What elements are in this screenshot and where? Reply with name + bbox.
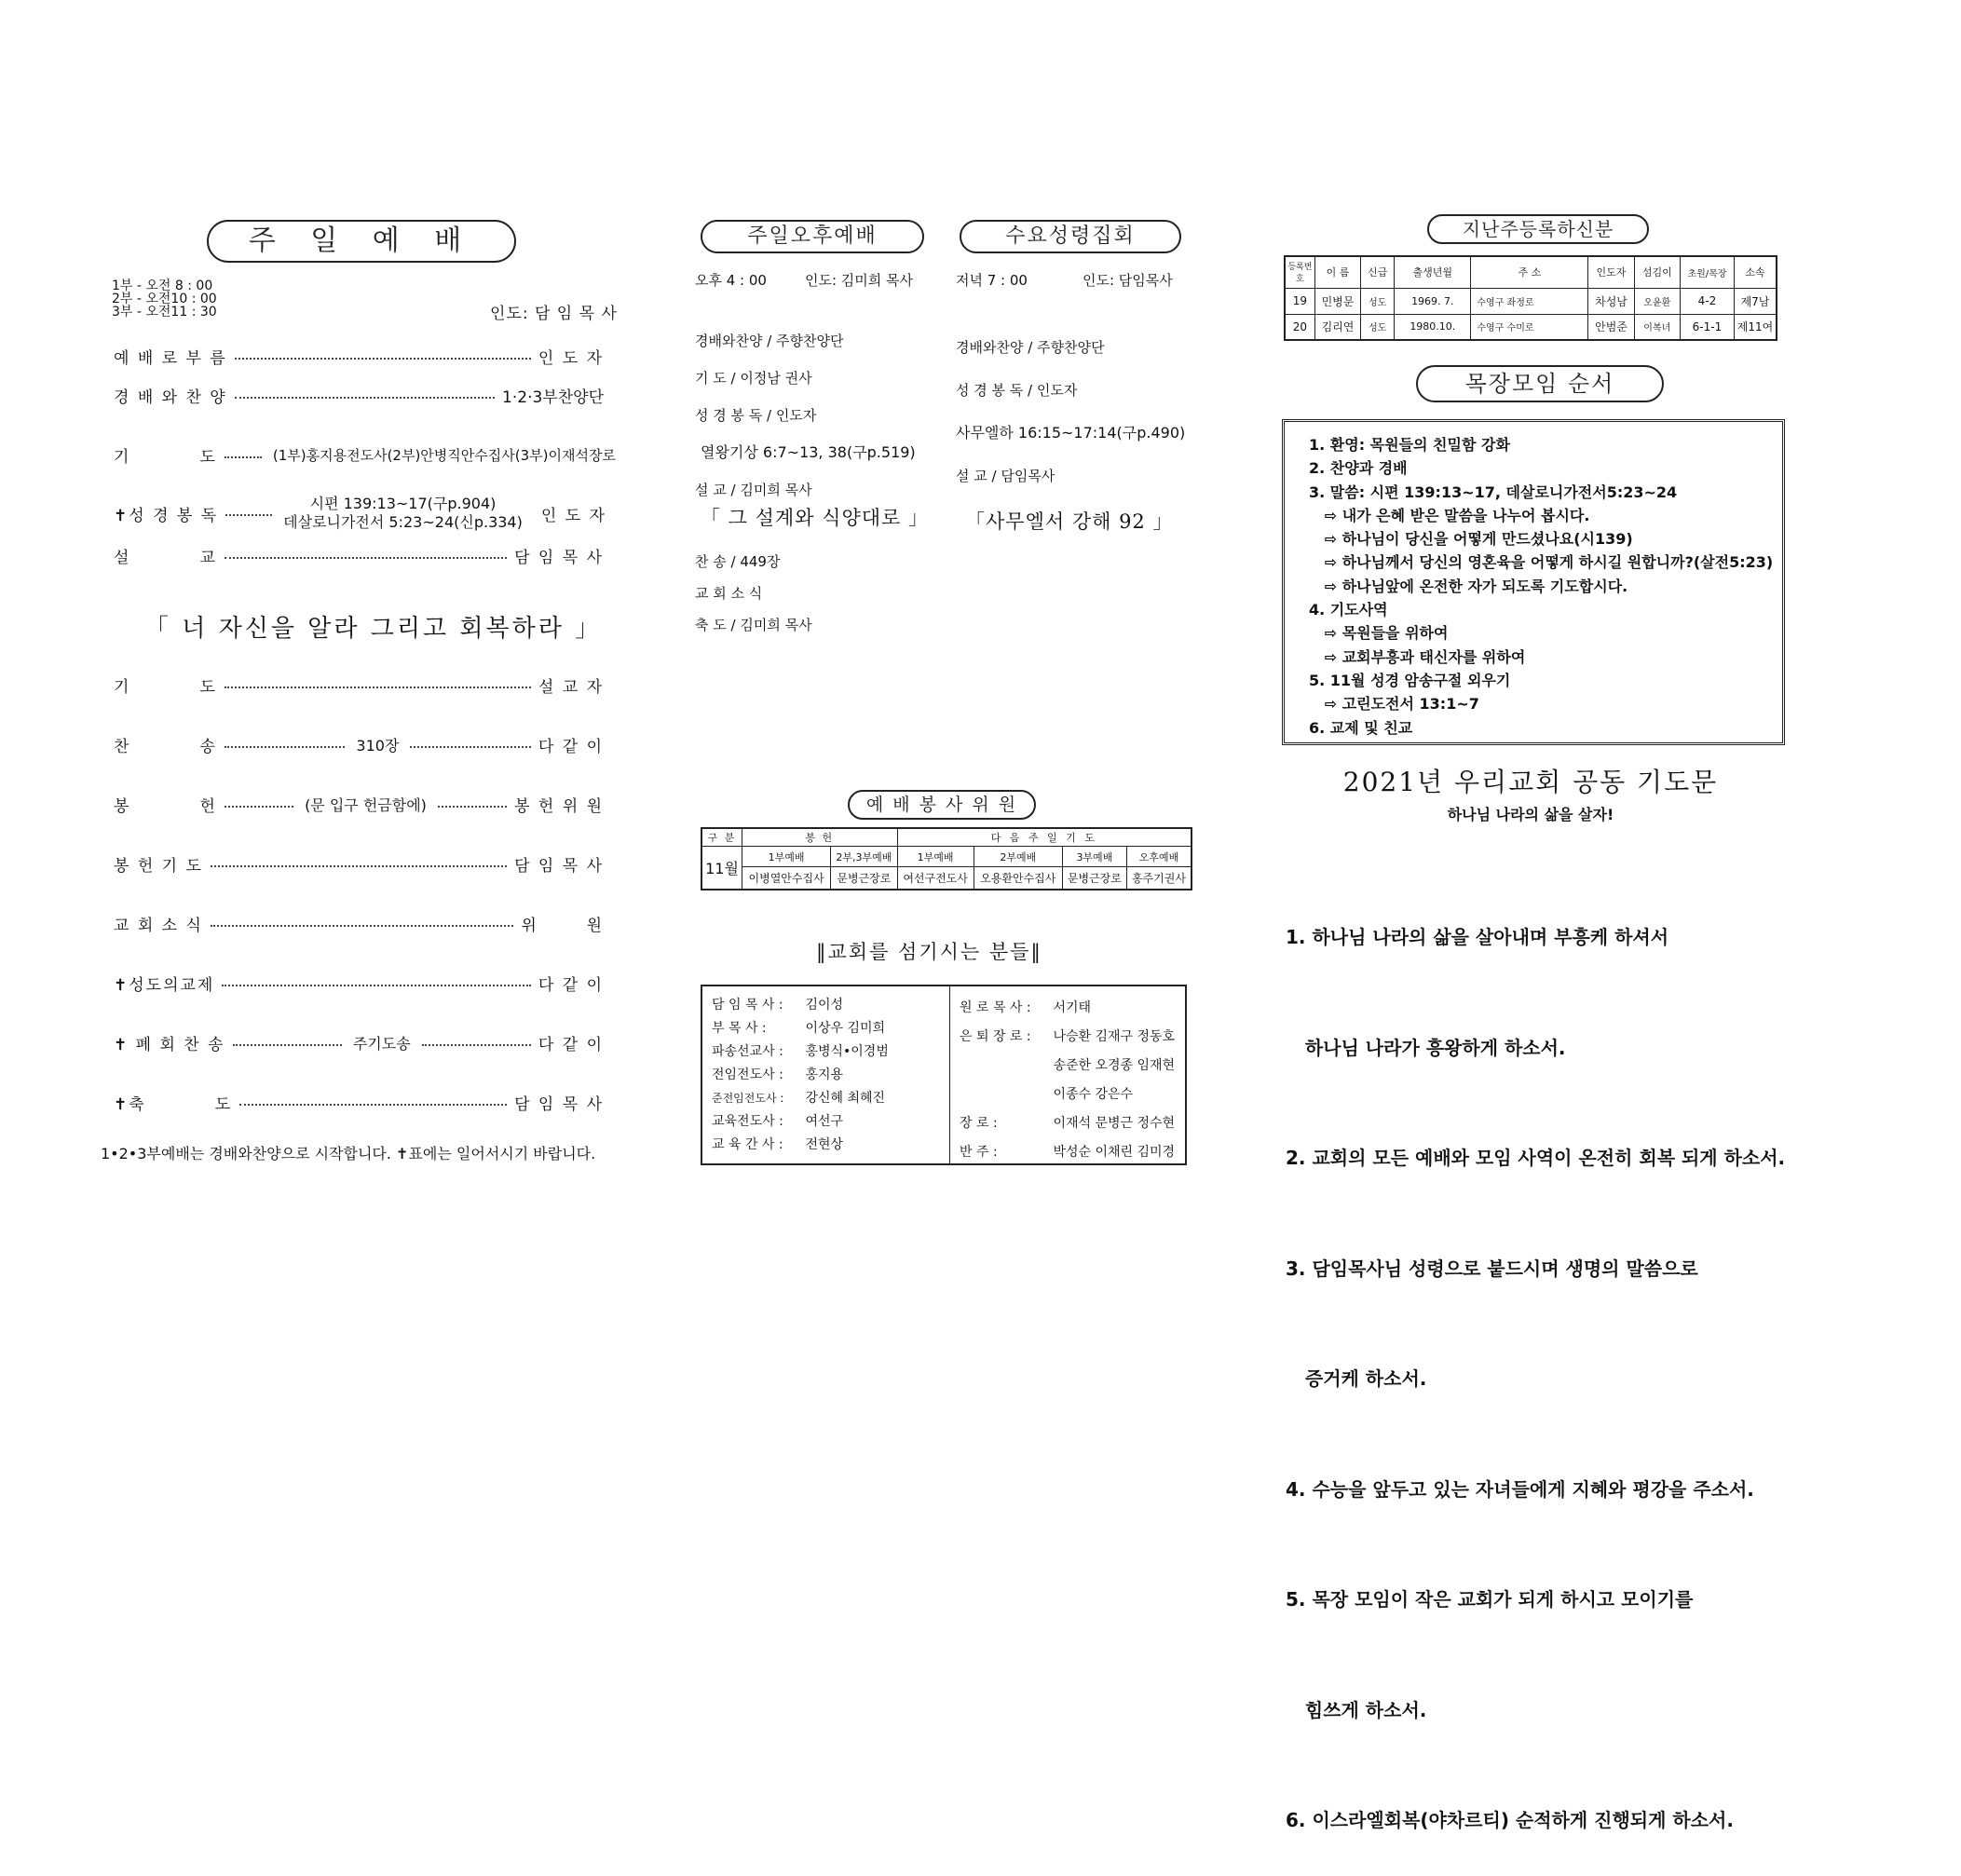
staff-role: 준전임전도사 :	[712, 1092, 784, 1105]
order-item-prayer-2	[114, 673, 604, 697]
sunday-service-title: 주 일 예 배	[207, 220, 516, 263]
order-label: ✝성 경 봉 독	[114, 506, 219, 525]
order-right: 위 원	[521, 917, 604, 935]
wednesday-sermon-title: 「사무엘서 강해 92 」	[965, 510, 1174, 533]
table-cell: 안범준	[1588, 314, 1634, 340]
table-cell: 19	[1285, 288, 1314, 314]
order-right: 다 같 이	[538, 976, 604, 995]
wednesday-time: 저녁 7 : 00	[956, 272, 1028, 289]
staff-row	[960, 994, 1175, 1023]
list-item: 5. 11월 성경 암송구절 외우기	[1309, 671, 1511, 689]
order-item-offering-prayer	[114, 852, 604, 876]
table-cell: 20	[1285, 314, 1314, 340]
order-mid: 310장	[356, 737, 400, 754]
staff-row	[712, 1110, 889, 1134]
staff-name: 여선구	[805, 1114, 844, 1129]
order-label: 봉 헌 기 도	[114, 857, 203, 876]
servants-header: 구 분	[701, 828, 742, 847]
staff-name: 서기태	[1053, 1000, 1092, 1015]
list-item: 1. 환영: 목원들의 친밀함 강화	[1309, 436, 1510, 454]
order-right: 담 임 목 사	[514, 1095, 604, 1114]
staff-name: 홍병식•이경범	[805, 1044, 889, 1059]
order-item-scripture	[114, 492, 604, 535]
staff-name: 홍지용	[805, 1067, 844, 1082]
time-3: 3부 - 오전11 : 30	[112, 305, 217, 319]
staff-row	[960, 1052, 1175, 1081]
table-row	[1285, 288, 1777, 314]
table-cell: 제7남	[1734, 288, 1777, 314]
list-item: 증거케 하소서.	[1286, 1367, 1427, 1390]
afternoon-sermon-title: 「 그 설계와 식양대로 」	[701, 507, 929, 529]
staff-role: 교 육 간 사 :	[712, 1137, 783, 1152]
order-label: ✝ 폐 회 찬 송	[114, 1036, 225, 1054]
newcomers-header: 등록번호	[1285, 256, 1314, 288]
wednesday-line: 경배와찬양 / 주향찬양단	[956, 339, 1105, 356]
newcomers-header: 소속	[1734, 256, 1777, 288]
list-item: ⇨ 하나님앞에 온전한 자가 되도록 기도합시다.	[1309, 577, 1628, 595]
order-mid: 주기도송	[352, 1035, 411, 1053]
list-item: ⇨ 내가 은혜 받은 말씀을 나누어 봅시다.	[1309, 506, 1590, 524]
scripture-ref-2: 데살로니가전서 5:23~24(신p.334)	[283, 513, 523, 531]
staff-title: ‖교회를 섬기시는 분들‖	[816, 941, 1042, 963]
newcomers-header: 이 름	[1314, 256, 1360, 288]
staff-name: 이상우 김미희	[805, 1021, 886, 1036]
order-right: 다 같 이	[538, 738, 604, 756]
order-item-offering	[114, 793, 604, 816]
list-item: ⇨ 목원들을 위하여	[1309, 624, 1449, 643]
staff-divider	[949, 986, 950, 1163]
servants-name: 홍주기권사	[1126, 867, 1192, 890]
staff-role: 부 목 사 :	[712, 1021, 767, 1036]
order-item-prayer	[114, 443, 616, 467]
servants-name: 여선구전도사	[897, 867, 974, 890]
afternoon-line: 기 도 / 이정남 권사	[695, 370, 812, 387]
servants-name: 문병근장로	[831, 867, 897, 890]
cell-meeting-title: 목장모임 순서	[1416, 365, 1664, 402]
staff-row	[712, 1064, 889, 1087]
wednesday-service-title: 수요성령집회	[960, 220, 1181, 253]
sunday-leader: 인도: 담 임 목 사	[490, 305, 618, 323]
order-right: 다 같 이	[538, 1036, 604, 1054]
table-cell: 민병문	[1314, 288, 1360, 314]
staff-role: 교육전도사 :	[712, 1114, 783, 1129]
newcomers-header: 신급	[1361, 256, 1395, 288]
afternoon-service-title: 주일오후예배	[701, 220, 924, 253]
servants-subheader: 3부예배	[1062, 847, 1126, 867]
afternoon-line: 성 경 봉 독 / 인도자	[695, 407, 817, 424]
table-cell: 1980.10.	[1395, 314, 1471, 340]
order-right: 설 교 자	[538, 678, 604, 697]
order-label: 기 도	[114, 448, 217, 467]
table-cell: 오윤환	[1634, 288, 1680, 314]
footnote: 1•2•3부예배는 경배와찬양으로 시작합니다. ✝표에는 일어서시기 바랍니다.	[101, 1145, 596, 1162]
list-item: 하나님 나라가 흥왕하게 하소서.	[1286, 1036, 1566, 1059]
order-right: 담 임 목 사	[514, 549, 604, 567]
order-right: 봉 헌 위 원	[514, 797, 604, 816]
scripture-refs	[279, 495, 526, 532]
afternoon-order	[695, 322, 916, 509]
staff-name: 전현상	[805, 1137, 844, 1152]
order-item-praise	[114, 384, 604, 407]
order-label: 봉 헌	[114, 797, 217, 816]
list-item: 6. 이스라엘회복(야차르티) 순적하게 진행되게 하소서.	[1286, 1809, 1734, 1831]
table-cell: 수영구 좌정로	[1471, 288, 1588, 314]
table-cell: 수영구 수미로	[1471, 314, 1588, 340]
staff-role: 파송선교사 :	[712, 1044, 783, 1059]
list-item: 3. 말씀: 시편 139:13~17, 데살로니가전서5:23~24	[1309, 483, 1678, 501]
list-item: ⇨ 교회부흥과 태신자를 위하여	[1309, 647, 1526, 666]
order-label: 경 배 와 찬 양	[114, 388, 227, 407]
cell-meeting-list	[1309, 433, 1773, 740]
order-mid: (문 입구 헌금함에)	[305, 796, 427, 814]
table-cell: 이복녀	[1634, 314, 1680, 340]
afternoon-line: 축 도 / 김미희 목사	[695, 617, 812, 633]
staff-row	[712, 1134, 889, 1157]
time-2: 2부 - 오전10 : 00	[112, 292, 217, 306]
servants-subheader: 오후예배	[1126, 847, 1192, 867]
staff-box	[701, 985, 1187, 1165]
order-item-closing-hymn	[114, 1031, 604, 1054]
scripture-ref-1: 시편 139:13~17(구p.904)	[309, 495, 497, 512]
order-right: 인 도 자	[538, 349, 604, 368]
staff-role: 담 임 목 사 :	[712, 998, 783, 1013]
order-mid: (1부)홍지용전도사(2부)안병직안수집사(3부)이재석장로	[272, 447, 616, 464]
list-item: 6. 교제 및 친교	[1309, 718, 1413, 737]
servants-title: 예 배 봉 사 위 원	[848, 790, 1036, 820]
list-item: 3. 담임목사님 성령으로 붙드시며 생명의 말씀으로	[1286, 1257, 1698, 1280]
table-cell: 성도	[1361, 314, 1395, 340]
table-cell: 6-1-1	[1680, 314, 1734, 340]
table-cell: 4-2	[1680, 288, 1734, 314]
table-cell: 제11여	[1734, 314, 1777, 340]
newcomers-header: 인도자	[1588, 256, 1634, 288]
staff-name: 이종수 강은수	[1053, 1087, 1134, 1102]
newcomers-header: 출생년월	[1395, 256, 1471, 288]
list-item: 4. 기도사역	[1309, 601, 1388, 619]
staff-role: 전임전도사 :	[712, 1067, 783, 1082]
staff-name: 강신혜 최혜진	[805, 1091, 886, 1106]
list-item: 힘쓰게 하소서.	[1286, 1698, 1427, 1721]
time-1: 1부 - 오전 8 : 00	[112, 279, 213, 293]
order-item-call-to-worship	[114, 345, 604, 368]
list-item: 5. 목장 모임이 작은 교회가 되게 하시고 모이기를	[1286, 1588, 1694, 1611]
staff-role: 원 로 목 사 :	[960, 1000, 1031, 1015]
table-row	[1285, 314, 1777, 340]
order-item-sermon	[114, 544, 604, 567]
order-item-hymn	[114, 733, 604, 756]
staff-name: 나승환 김재구 정동호	[1053, 1029, 1176, 1044]
staff-row	[960, 1023, 1175, 1052]
order-label: 찬 송	[114, 738, 217, 756]
afternoon-line: 찬 송 / 449장	[695, 553, 781, 570]
staff-role: 장 로 :	[960, 1116, 998, 1131]
order-right: 담 임 목 사	[514, 857, 604, 876]
newcomers-header: 섬김이	[1634, 256, 1680, 288]
order-right: 인 도 자	[540, 506, 606, 525]
wednesday-order	[956, 326, 1185, 497]
afternoon-line: 설 교 / 김미희 목사	[695, 482, 812, 498]
order-right: 1·2·3부찬양단	[502, 388, 604, 407]
newcomers-title: 지난주등록하신분	[1427, 214, 1649, 244]
afternoon-time: 오후 4 : 00	[695, 272, 767, 289]
staff-row	[712, 1040, 889, 1064]
service-times	[112, 279, 217, 319]
prayer-subtitle: 하나님 나라의 삶을 살자!	[1447, 806, 1614, 823]
staff-row	[960, 1081, 1175, 1109]
table-cell: 김리연	[1314, 314, 1360, 340]
newcomers-table	[1284, 255, 1777, 341]
list-item: ⇨ 하나님께서 당신의 영혼육을 어떻게 하시길 원합니까?(살전5:23)	[1309, 553, 1774, 572]
afternoon-leader: 인도: 김미희 목사	[805, 272, 914, 289]
servants-name: 이병열안수집사	[742, 867, 831, 890]
order-label: ✝성도의교제	[114, 976, 215, 995]
staff-row	[712, 1087, 889, 1110]
afternoon-line: 교 회 소 식	[695, 585, 763, 602]
afternoon-line: 경배와찬양 / 주향찬양단	[695, 333, 844, 349]
order-label: ✝축 도	[114, 1095, 233, 1114]
staff-left	[712, 994, 889, 1157]
newcomers-header: 초원/목장	[1680, 256, 1734, 288]
order-label: 설 교	[114, 549, 217, 567]
servants-header: 봉 헌	[742, 828, 898, 847]
wednesday-leader: 인도: 담임목사	[1083, 272, 1173, 289]
servants-subheader: 2부,3부예배	[831, 847, 897, 867]
order-label: 기 도	[114, 678, 217, 697]
staff-row	[712, 994, 889, 1017]
sermon-title: 「 너 자신을 알라 그리고 회복하라 」	[144, 615, 603, 643]
wednesday-scripture: 사무엘하 16:15~17:14(구p.490)	[956, 424, 1186, 442]
prayer-list	[1286, 846, 1785, 1876]
staff-role: 반 주 :	[960, 1145, 998, 1160]
staff-name: 박성순 이채린 김미경	[1053, 1145, 1176, 1160]
servants-header: 다 음 주 일 기 도	[897, 828, 1192, 847]
newcomers-header: 주 소	[1471, 256, 1588, 288]
staff-row	[960, 1138, 1175, 1167]
staff-name: 김이성	[805, 998, 844, 1013]
staff-row	[960, 1109, 1175, 1138]
table-cell: 1969. 7.	[1395, 288, 1471, 314]
list-item: ⇨ 고린도전서 13:1~7	[1309, 695, 1479, 714]
order-item-announcements	[114, 912, 604, 935]
servants-name: 오용환안수집사	[974, 867, 1062, 890]
servants-table	[701, 827, 1192, 890]
staff-right	[960, 994, 1175, 1167]
table-cell: 차성남	[1588, 288, 1634, 314]
wednesday-line: 설 교 / 담임목사	[956, 468, 1055, 484]
wednesday-line: 성 경 봉 독 / 인도자	[956, 382, 1078, 399]
table-cell: 성도	[1361, 288, 1395, 314]
staff-row	[712, 1017, 889, 1040]
staff-name: 송준한 오경종 임재현	[1053, 1058, 1176, 1073]
staff-role: 은 퇴 장 로 :	[960, 1029, 1031, 1044]
list-item: 2. 찬양과 경배	[1309, 459, 1408, 478]
servants-name: 문병근장로	[1062, 867, 1126, 890]
afternoon-scripture: 열왕기상 6:7~13, 38(구p.519)	[701, 443, 916, 461]
order-label: 교 회 소 식	[114, 917, 203, 935]
prayer-title: 2021년 우리교회 공동 기도문	[1342, 767, 1719, 797]
order-label: 예 배 로 부 름	[114, 349, 227, 368]
order-item-benediction	[114, 1091, 604, 1114]
servants-subheader: 1부예배	[742, 847, 831, 867]
staff-name: 이재석 문병근 정수현	[1053, 1116, 1176, 1131]
servants-subheader: 1부예배	[897, 847, 974, 867]
list-item: ⇨ 하나님이 당신을 어떻게 만드셨나요(시139)	[1309, 530, 1633, 549]
servants-subheader: 2부예배	[974, 847, 1062, 867]
afternoon-order-2	[695, 546, 812, 641]
cell-meeting-box	[1282, 419, 1785, 745]
order-item-fellowship	[114, 972, 604, 995]
list-item: 1. 하나님 나라의 삶을 살아내며 부흥케 하셔서	[1286, 926, 1669, 948]
list-item: 2. 교회의 모든 예배와 모임 사역이 온전히 회복 되게 하소서.	[1286, 1147, 1786, 1169]
list-item: 4. 수능을 앞두고 있는 자녀들에게 지혜와 평강을 주소서.	[1286, 1477, 1754, 1501]
servants-month: 11월	[701, 847, 742, 890]
